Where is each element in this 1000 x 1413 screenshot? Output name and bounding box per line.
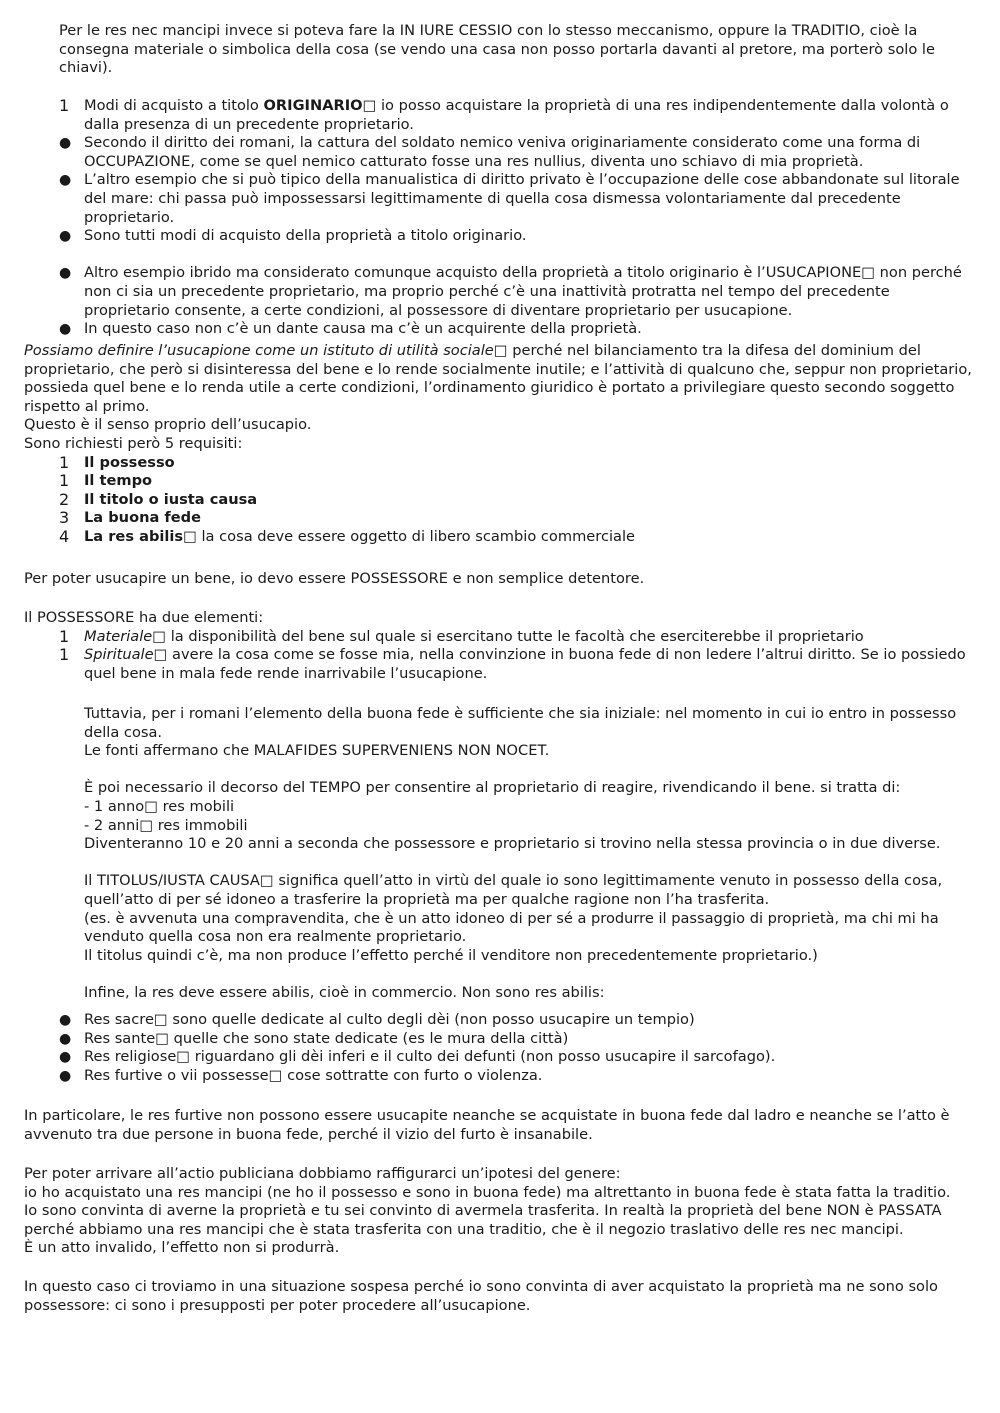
titolus-conclusion: Il titolus quindi c’è, ma non produce l’effetto perché il venditore non precedentemente proprietario.) (84, 946, 818, 964)
list-item (59, 264, 974, 320)
bullet-icon: ● (59, 321, 72, 338)
bullet-icon: ● (59, 1012, 72, 1028)
tempo-immobili: - 2 anni□ res immobili (84, 816, 248, 834)
requisito-rest: □ la cosa deve essere oggetto di libero scambio commerciale (183, 527, 636, 545)
list-number: 1 (59, 452, 70, 472)
tempo-paragraph: È poi necessario il decorso del TEMPO per consentire al proprietario di reagire, rivendicando il bene. si tratta di: (84, 779, 901, 797)
senso-line: Questo è il senso proprio dell’usucapio. (24, 416, 312, 434)
bullet-text: L’altro esempio che si può tipico della manualistica di diritto privato è l’occupazione delle cose abbandonate sul litorale del mare: chi passa può impossessarsi legittimamente di quella cosa dismessa volontariamente dal precedente proprietario. (84, 171, 960, 226)
bullet-icon: ● (59, 1067, 72, 1084)
elemento-item (59, 646, 976, 683)
list-item (59, 134, 974, 171)
bullet-icon: ● (59, 135, 72, 152)
list-item (59, 171, 974, 227)
publiciana-line: È un atto invalido, l’effetto non si produrrà. (24, 1239, 340, 1257)
bullet-text: In questo caso non c’è un dante causa ma c’è un acquirente della proprietà. (84, 320, 642, 338)
originario-tail: □ io posso acquistare la proprietà di una res indipendentemente dalla volontà o dalla presenza di un precedente proprietario. (84, 97, 949, 133)
requisito-label: Il titolo o iusta causa (84, 490, 258, 508)
bullet-text: Res furtive o vii possesse□ cose sottratte con furto o violenza. (84, 1066, 543, 1084)
list-number: 1 (59, 471, 70, 491)
publiciana-line: Io sono convinta di averne la proprietà e tu sei convinto di avermela trasferita. In realtà la proprietà del bene NON è PASSATA perché abbiamo una res mancipi che è stata trasferita con una traditio, che è il negozio traslativo delle res nec mancipi. (24, 1202, 942, 1238)
bullet-text: Res sacre□ sono quelle dedicate al culto degli dèi (non posso usucapire un tempio) (84, 1011, 695, 1028)
requisito-label: La buona fede (84, 509, 201, 527)
requisito-item (59, 454, 976, 473)
list-item (59, 1011, 974, 1030)
list-number: 2 (59, 489, 70, 509)
elemento-item (59, 628, 976, 647)
requisiti-intro: Sono richiesti però 5 requisiti: (24, 434, 243, 452)
list-item (59, 320, 974, 339)
bullet-text: Altro esempio ibrido ma considerato comunque acquisto della proprietà a titolo originario è l’USUCAPIONE□ non perché non ci sia un precedente proprietario, ma proprio perché c’è una inattività protratta nel tempo del precedente proprietario consente, a certe condizioni, al possessore di diventare proprietario per usucapione. (84, 264, 962, 319)
elemento-rest: □ avere la cosa come se fosse mia, nella convinzione in buona fede di non ledere l’altrui diritto. Se io possiedo quel bene in mala fede rende inarrivabile l’usucapione. (84, 646, 966, 682)
requisito-item (59, 528, 976, 547)
requisiti-details (84, 705, 976, 1003)
possessore-line: Per poter usucapire un bene, io devo essere POSSESSORE e non semplice detentore. (24, 570, 645, 587)
list-number: 1 (59, 626, 70, 646)
usucapione-italic: Possiamo definire l’usucapione come un istituto di utilità sociale (24, 342, 494, 359)
conclusion-paragraph: In questo caso ci troviamo in una situazione sospesa perché io sono convinta di aver acquistato la proprietà ma ne sono solo possessore: ci sono i presupposti per poter procedere all’usucapione. (24, 1278, 938, 1314)
bullet-icon: ● (59, 228, 72, 245)
publiciana-section (24, 1165, 976, 1258)
requisito-label: Il possesso (84, 453, 175, 471)
list-item (59, 1048, 974, 1067)
list-number: 4 (59, 526, 70, 546)
publiciana-line: io ho acquistato una res mancipi (ne ho il possesso e sono in buona fede) ma altrettanto in buona fede è stata fatta la traditio. (24, 1183, 951, 1201)
originario-bold: ORIGINARIO (263, 97, 363, 114)
originario-lead: Modi di acquisto a titolo (84, 97, 264, 114)
titolus-paragraph: Il TITOLUS/IUSTA CAUSA□ significa quell’atto in virtù del quale io sono legittimamente venuto in possesso della cosa, quell’atto di per sé idoneo a trasferire la proprietà ma per qualche ragione non l’ha trasferita. (84, 872, 943, 908)
publiciana-intro: Per poter arrivare all’actio publiciana dobbiamo raffigurarci un’ipotesi del genere: (24, 1165, 621, 1182)
tempo-province: Diventeranno 10 e 20 anni a seconda che possessore e proprietario si trovino nella stessa provincia o in due diverse. (84, 835, 941, 853)
tempo-mobili: - 1 anno□ res mobili (84, 797, 235, 815)
bullet-icon: ● (59, 172, 72, 189)
list-item (59, 227, 974, 246)
usucapione-definition (24, 342, 976, 416)
requisito-item (59, 509, 976, 528)
bullet-text: Secondo il diritto dei romani, la cattura del soldato nemico veniva originariamente considerato come una forma di OCCUPAZIONE, come se quel nemico catturato fosse una res nullius, diventa uno schiavo di mia proprietà. (84, 134, 921, 170)
requisiti-list (24, 454, 976, 547)
bullet-icon: ● (59, 1049, 72, 1066)
buona-fede-paragraph: Tuttavia, per i romani l’elemento della buona fede è sufficiente che sia iniziale: nel momento in cui io entro in possesso della cosa. (84, 705, 957, 741)
intro-paragraph: Per le res nec mancipi invece si poteva fare la IN IURE CESSIO con lo stesso meccanismo, oppure la TRADITIO, cioè la consegna materiale o simbolica della cosa (se vendo una casa non posso portarla davanti al pretore, ma porterò solo le chiavi). (59, 22, 935, 77)
bullet-icon: ● (59, 265, 72, 282)
bullet-text: Res sante□ quelle che sono state dedicate (es le mura della città) (84, 1029, 569, 1047)
non-abilis-list (59, 1011, 974, 1085)
elemento-label: Spirituale (84, 646, 154, 664)
list-number: 3 (59, 508, 70, 528)
bullet-text: Sono tutti modi di acquisto della proprietà a titolo originario. (84, 227, 527, 245)
list-number: 1 (59, 96, 70, 115)
possessore-section (24, 609, 976, 683)
requisito-label: La res abilis (84, 527, 184, 545)
list-number: 1 (59, 645, 70, 665)
list-item (59, 1030, 974, 1049)
requisito-item (59, 472, 976, 491)
elementi-list (24, 628, 976, 684)
originario-item (59, 97, 974, 134)
bullet-icon: ● (59, 1030, 72, 1047)
originario-section (59, 97, 974, 339)
elemento-rest: □ la disponibilità del bene sul quale si esercitano tutte le facoltà che eserciterebbe il proprietario (152, 627, 864, 645)
abilis-intro: Infine, la res deve essere abilis, cioè in commercio. Non sono res abilis: (84, 983, 605, 1001)
furtive-paragraph: In particolare, le res furtive non possono essere usucapite neanche se acquistate in buona fede dal ladro e neanche se l’atto è avvenuto tra due persone in buona fede, perché il vizio del furto è insanabile. (24, 1107, 950, 1143)
malafides-line: Le fonti affermano che MALAFIDES SUPERVENIENS NON NOCET. (84, 742, 550, 760)
requisito-item (59, 491, 976, 510)
titolus-example: (es. è avvenuta una compravendita, che è un atto idoneo di per sé a produrre il passaggio di proprietà, ma chi mi ha venduto quella cosa non era realmente proprietario. (84, 909, 939, 946)
elemento-label: Materiale (84, 627, 153, 645)
usucapione-section (24, 342, 976, 547)
list-item (59, 1067, 974, 1086)
requisito-label: Il tempo (84, 472, 153, 490)
usucapione-rest: □ perché nel bilanciamento tra la difesa del dominium del proprietario, che però si disinteressa del bene e lo rende socialmente inutile; e l’attività di qualcuno che, seppur non proprietario, possieda quel bene e lo renda utile a certe condizioni, l’ordinamento giuridico è portato a privilegiare questo secondo soggetto rispetto al primo. (24, 342, 972, 415)
bullet-text: Res religiose□ riguardano gli dèi inferi e il culto dei defunti (non posso usucapire il sarcofago). (84, 1048, 776, 1066)
possessore-intro: Il POSSESSORE ha due elementi: (24, 609, 264, 626)
